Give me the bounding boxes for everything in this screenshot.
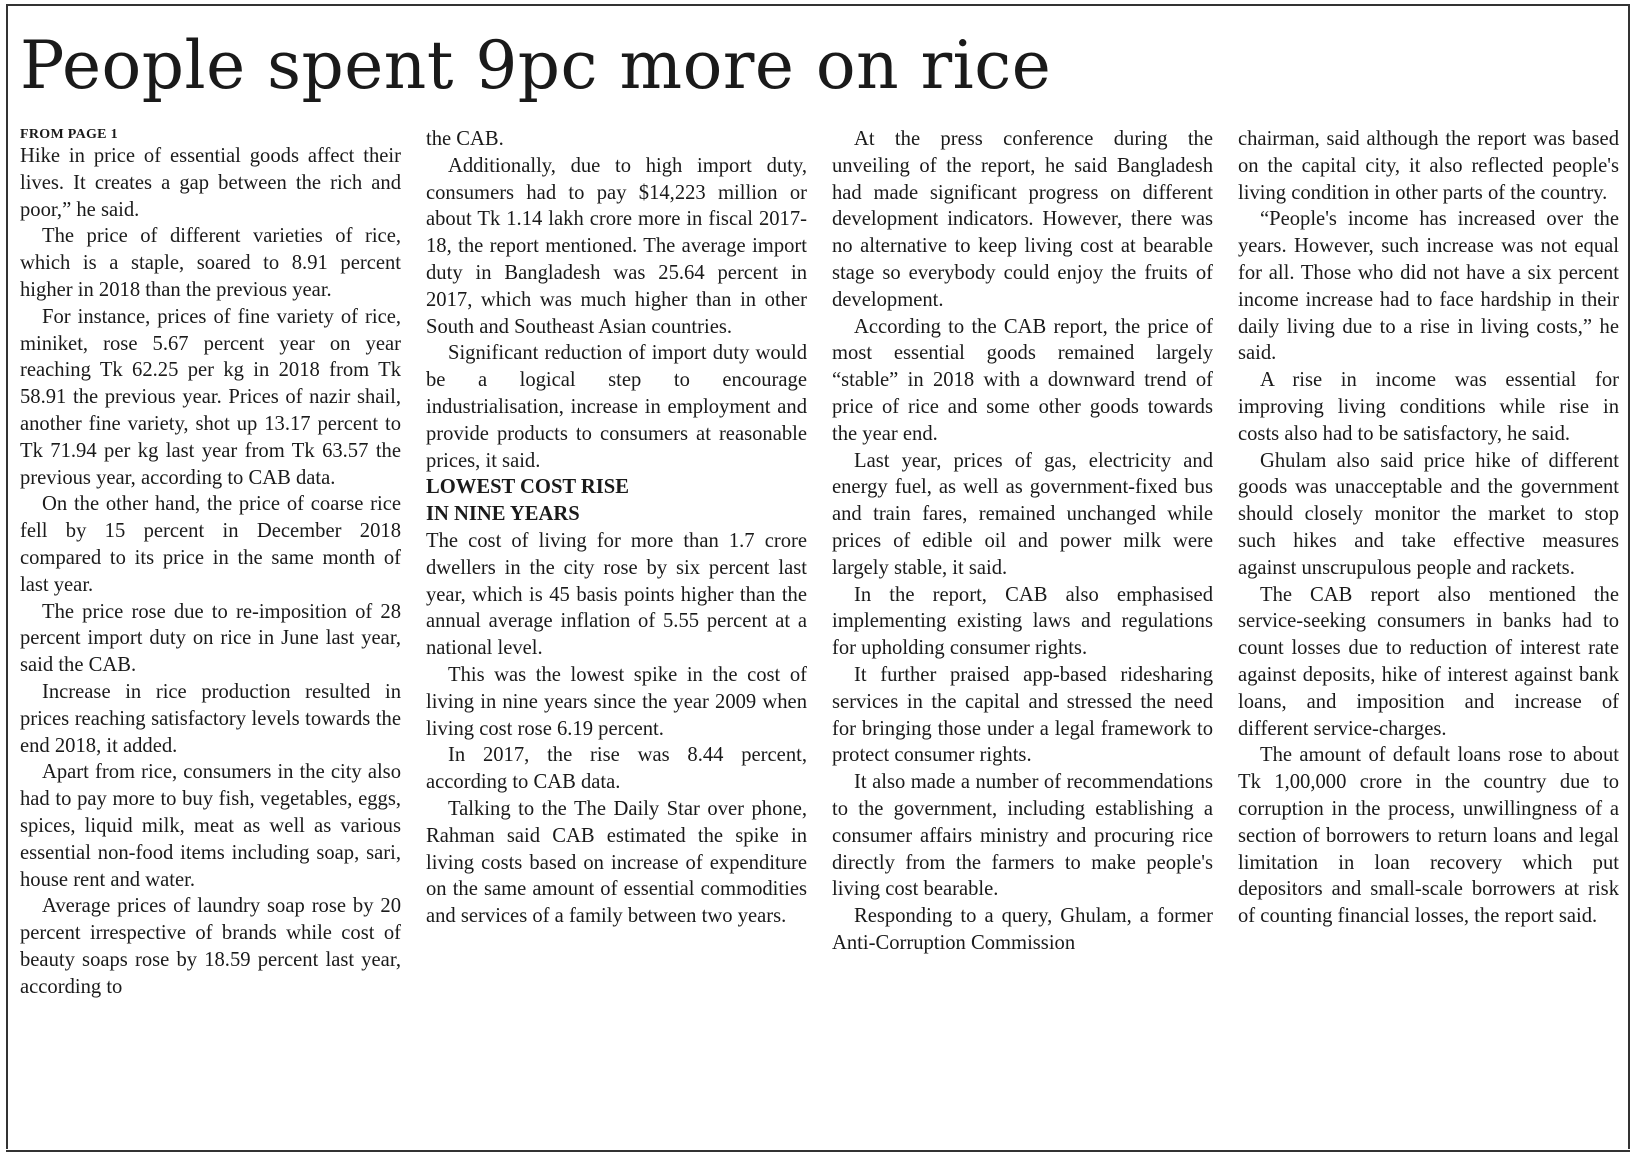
paragraph: Last year, prices of gas, electricity and energy fuel, as well as government-fixed bus and train fares, remained unchanged while prices of edible oil and power milk were largely stable, it said. [832,449,1213,579]
paragraph: Increase in rice production resulted in prices reaching satisfactory levels towards the end 2018, it added. [20,680,401,757]
paragraph: In 2017, the rise was 8.44 percent, according to CAB data. [426,744,807,794]
paragraph: It also made a number of recommendations to the government, including establishing a consumer affairs ministry and procuring rice directly from the farmers to make people's living cost bearable. [832,771,1213,901]
paragraph: This was the lowest spike in the cost of living in nine years since the year 2009 when living cost rose 6.19 percent. [426,663,807,740]
paragraph: At the press conference during the unveiling of the report, he said Bangladesh had made significant progress on different development indicators. However, there was no alternative to keep living cost at bearable stage so everybody could enjoy the fruits of development. [832,128,1213,311]
paragraph: According to the CAB report, the price of most essential goods remained largely “stable” in 2018 with a downward trend of price of rice and some other goods towards the year end. [832,315,1213,445]
article-column-1 [20,126,401,1126]
article-column-3 [832,126,1213,1126]
paragraph: “People's income has increased over the years. However, such increase was not equal for all. Those who did not have a six percent income increase had to face hardship in their daily living due to a rise in living costs,” he said. [1238,208,1619,365]
paragraph: Average prices of laundry soap rose by 20 percent irrespective of brands while cost of beauty soaps rose by 18.59 percent last year, according to [20,895,401,998]
jump-line: FROM PAGE 1 [20,127,118,142]
paragraph: The CAB report also mentioned the service-seeking consumers in banks had to count losses due to reduction of interest rate against deposits, hike of interest against bank loans, and imposition and increase of different service-charges. [1238,583,1619,740]
paragraph: Significant reduction of import duty would be a logical step to encourage industrialisation, increase in employment and provide products to consumers at reasonable prices, it said. [426,342,807,472]
paragraph: The cost of living for more than 1.7 crore dwellers in the city rose by six percent last year, which is 45 basis points higher than the annual average inflation of 5.55 percent at a national level. [426,529,807,660]
paragraph: On the other hand, the price of coarse rice fell by 15 percent in December 2018 compared to its price in the same month of last year. [20,493,401,596]
paragraph: Apart from rice, consumers in the city also had to pay more to buy fish, vegetables, eggs, spices, liquid milk, meat as well as various essential non-food items including soap, sari, house rent and water. [20,761,401,891]
paragraph: Additionally, due to high import duty, consumers had to pay $14,223 million or about Tk 1.14 lakh crore more in fiscal 2017-18, the report mentioned. The average import duty in Bangladesh was 25.64 percent in 2017, which was much higher than in other South and Southeast Asian countries. [426,154,807,338]
paragraph: The amount of default loans rose to about Tk 1,00,000 crore in the country due to corruption in the process, unwillingness of a section of borrowers to return loans and legal limitation in loan recovery which put depositors and small-scale borrowers at risk of counting financial losses, the report said. [1238,744,1619,928]
paragraph: In the report, CAB also emphasised implementing existing laws and regulations for upholding consumer rights. [832,583,1213,660]
paragraph: Responding to a query, Ghulam, a former Anti-Corruption Commission [832,905,1213,954]
article-column-4 [1238,126,1619,1126]
subhead-line-1: LOWEST COST RISE [426,476,629,499]
paragraph: Hike in price of essential goods affect their lives. It creates a gap between the rich and poor,” he said. [20,145,401,221]
paragraph: Talking to the The Daily Star over phone, Rahman said CAB estimated the spike in living costs based on increase of expenditure on the same amount of essential commodities and services of a family between two years. [426,797,807,928]
paragraph: It further praised app-based ridesharing services in the capital and stressed the need for bringing those under a legal framework to protect consumer rights. [832,663,1213,767]
paragraph: A rise in income was essential for improving living conditions while rise in costs also had to be satisfactory, he said. [1238,369,1619,445]
article-column-2 [426,126,807,1126]
paragraph: The price of different varieties of rice, which is a staple, soared to 8.91 percent higher in 2018 than the previous year. [20,225,401,301]
headline: People spent 9pc more on rice [20,27,1052,104]
paragraph: Ghulam also said price hike of different goods was unacceptable and the government should closely monitor the market to stop such hikes and take effective measures against unscrupulous people and rackets. [1238,449,1619,579]
paragraph: the CAB. [426,128,504,150]
paragraph: The price rose due to re-imposition of 28 percent import duty on rice in June last year, said the CAB. [20,600,401,677]
paragraph: For instance, prices of fine variety of rice, miniket, rose 5.67 percent year on year reaching Tk 62.25 per kg in 2018 from Tk 58.91 the previous year. Prices of nazir shail, another fine variety, shot up 13.17 percent to Tk 71.94 per kg last year from Tk 63.57 the previous year, according to CAB data. [20,305,401,489]
subhead-line-2: IN NINE YEARS [426,503,580,526]
bottom-rule [6,1150,1630,1152]
paragraph: chairman, said although the report was based on the capital city, it also reflected people's living condition in other parts of the country. [1238,128,1619,204]
